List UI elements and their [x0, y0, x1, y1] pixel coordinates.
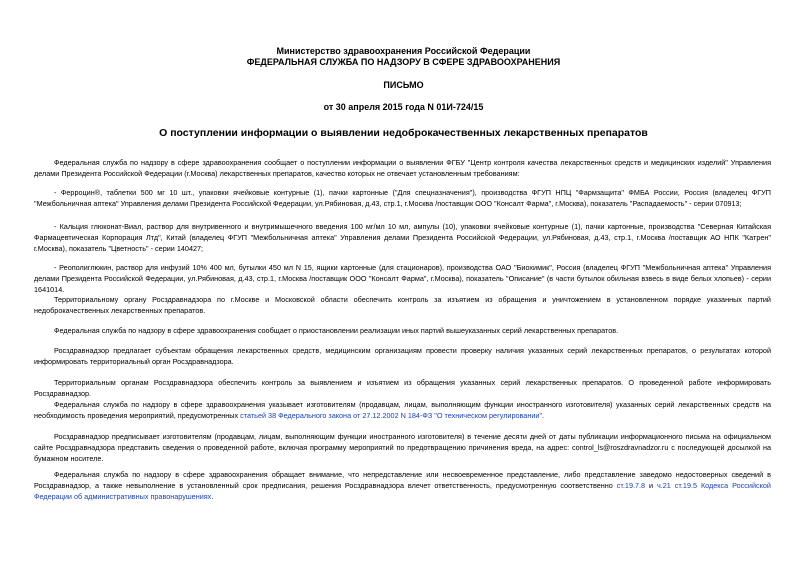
paragraph-text: Федеральная служба по надзору в сфере здравоохранения указывает изготовителям (продавцам, лицам, выполняющим функции иностранного изготовителя) указанных серий лекарственных средств на необходимость проведения мероприятий, предусмотренных — [34, 400, 771, 420]
paragraph-check-request: Росздравнадзор предлагает субъектам обращения лекарственных средств, медицинским организациям провести проверку наличия указанных серий лекарственных препаратов, о результатах которой информировать территориальный орган Росздравнадзора. — [34, 346, 771, 366]
paragraph-text: . — [211, 492, 214, 501]
paragraph-text: и — [645, 481, 657, 490]
koap-19-7-8-link[interactable]: ст.19.7.8 — [616, 481, 646, 490]
koap-19-5-link[interactable]: ч.21 ст.19.5 Кодекса Российской Федерации об административных правонарушениях — [34, 481, 771, 501]
ministry-name: Министерство здравоохранения Российской Федерации — [276, 46, 531, 56]
paragraph-text: Федеральная служба по надзору в сфере здравоохранения обращает внимание, что непредставление или несвоевременное представление, либо представление заведомо недостоверных сведений в Росздравнадзор, а также невыполнение в установленный срок предписания, решения Росздравнадзора влечет ответственность, предусмотренную соответственно — [34, 470, 771, 490]
service-name: ФЕДЕРАЛЬНАЯ СЛУЖБА ПО НАДЗОРУ В СФЕРЕ ЗДРАВООХРАНЕНИЯ — [246, 57, 561, 67]
paragraph-manufacturers-measures — [34, 399, 771, 421]
list-item-reopoliglyukin: - Реополиглюкин, раствор для инфузий 10% 400 мл, бутылки 450 мл N 15, ящики картонные (для стационаров), производства ОАО "Биохимик", Россия (владелец ФГУП "Межбольничная аптека" Управления делами Президента Российской Федерации, ул.Рябиновая, д.43, стр.1, г.Москва /поставщик ООО "Консалт Фарма", г.Москва), показатель "Описание" (в части бутылок обильная взвесь в виде белых хлопьев) - серии 1641014. — [34, 263, 771, 294]
law-184-fz-link[interactable]: статьей 38 Федерального закона от 27.12.2002 N 184-ФЗ "О техническом регулировании" — [240, 411, 543, 420]
paragraph-territorial-control: Территориальному органу Росздравнадзора по г.Москве и Московской области обеспечить контроль за изъятием из обращения и уничтожением в установленном порядке указанных партий недоброкачественных лекарственных препаратов. — [34, 295, 771, 315]
paragraph-territorial-organs: Территориальным органам Росздравнадзора обеспечить контроль за выявлением и изъятием из обращения указанных серий лекарственных препаратов. О проведенной работе информировать Росздравнадзор. — [34, 378, 771, 398]
paragraph-text: . — [542, 411, 545, 420]
paragraph-liability — [34, 469, 771, 502]
paragraph-prescription: Росздравнадзор предписывает изготовителям (продавцам, лицам, выполняющим функции иностранного изготовителя) в течение десяти дней от даты публикации информационного письма на официальном сайте Росздравнадзора представить сведения о проведенной работе, включая программу мероприятий по предотвращению причинения вреда, на адрес: control_ls@roszdravnadzor.ru с последующей досылкой на бумажном носителе. — [34, 432, 771, 463]
list-item-ferrocin: - Ферроцин®, таблетки 500 мг 10 шт., упаковки ячейковые контурные (1), пачки картонные ("Для спецназначения"), производства ФГУП НПЦ "Фармзащита" ФМБА России, Россия (владелец ФГУП "Межбольничная аптека" Управления делами Президента Российской Федерации, ул.Рябиновая, д.43, стр.1, г.Москва /поставщик ООО "Консалт Фарма", г.Москва), показатель "Распадаемость" - серии 070913; — [34, 188, 771, 208]
paragraph-suspension: Федеральная служба по надзору в сфере здравоохранения сообщает о приостановлении реализации иных партий вышеуказанных серий лекарственных препаратов. — [54, 326, 619, 335]
paragraph-intro: Федеральная служба по надзору в сфере здравоохранения сообщает о поступлении информации о выявлении ФГБУ "Центр контроля качества лекарственных средств и медицинских изделий" Управления делами Президента Российской Федерации (г.Москва) лекарственных препаратов, качество которых не отвечает установленным требованиям: — [34, 158, 771, 178]
document-type: ПИСЬМО — [383, 80, 424, 90]
document-title: О поступлении информации о выявлении недоброкачественных лекарственных препаратов — [159, 127, 648, 139]
list-item-calcium-gluconate: - Кальция глюконат-Виал, раствор для внутривенного и внутримышечного введения 100 мг/мл 10 мл, ампулы (10), упаковки ячейковые контурные (1), пачки картонные, производства "Северная Китайская Фармацевтическая Корпорация Лтд", Китай (владелец ФГУП "Межбольничная аптека" Управления делами Президента Российской Федерации, ул.Рябиновая, д.43, стр.1, г.Москва /поставщик АО НПК "Катрен" г.Москва), показатель "Цветность" - серии 140427; — [34, 222, 771, 253]
document-date-number: от 30 апреля 2015 года N 01И-724/15 — [323, 102, 484, 112]
